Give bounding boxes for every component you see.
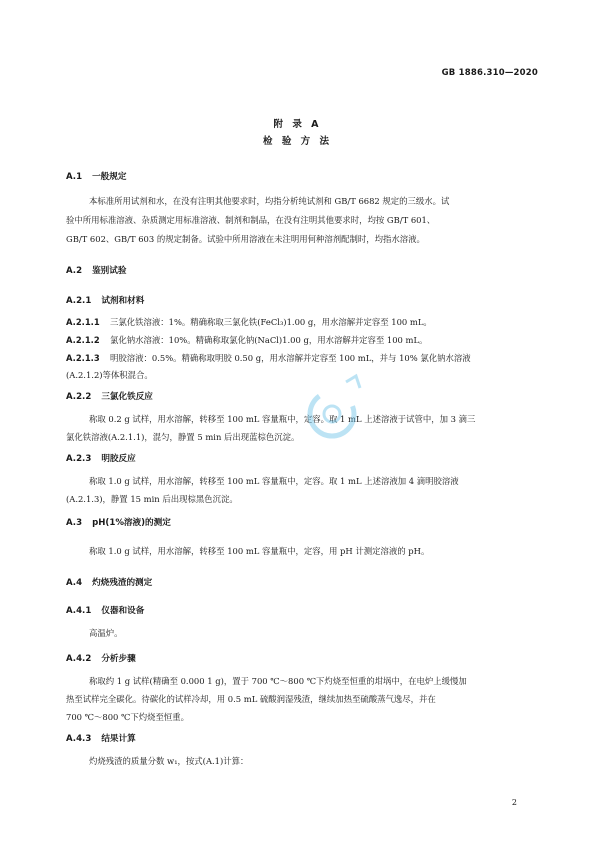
section-heading-a2-2 — [66, 390, 153, 402]
section-number: A.1 — [66, 172, 83, 182]
section-title: 仪器和设备 — [101, 606, 145, 616]
section-number: A.4.1 — [66, 606, 92, 616]
section-number: A.2.1 — [66, 296, 92, 306]
section-title: 分析步骤 — [101, 654, 136, 664]
clause-a2-1-2 — [66, 334, 427, 346]
paragraph-line: 称取 1.0 g 试样，用水溶解，转移至 100 mL 容量瓶中，定容，用 pH 计测定溶液的 pH。 — [89, 546, 430, 556]
clause-text: 氯化钠水溶液：10%。精确称取氯化钠(NaCl)1.00 g，用水溶解并定容至 100 mL。 — [110, 335, 428, 345]
page-number: 2 — [511, 798, 517, 807]
section-title: 鉴别试验 — [92, 266, 127, 276]
annex-label: 附 录 A — [273, 119, 322, 130]
paragraph-line: (A.2.1.3)，静置 15 min 后出现棕黑色沉淀。 — [66, 494, 238, 504]
section-number: A.4.2 — [66, 654, 92, 664]
paragraph-line: 灼烧残渣的质量分数 w₁，按式(A.1)计算： — [89, 756, 249, 766]
paragraph-line: 验中所用标准溶液、杂质测定用标准溶液、制剂和制品，在没有注明其他要求时，均按 GB/T 601、 — [66, 215, 436, 225]
annex-title: 检 验 方 法 — [263, 136, 332, 147]
section-title: 结果计算 — [101, 734, 136, 744]
section-number: A.2 — [66, 266, 83, 276]
section-heading-a3 — [66, 516, 171, 528]
section-heading-a2-1 — [66, 294, 144, 306]
section-heading-a4-2 — [66, 652, 136, 664]
clause-a2-1-3 — [66, 352, 471, 364]
section-title: 一般规定 — [92, 172, 127, 182]
section-heading-a1 — [66, 170, 126, 182]
watermark-logo — [300, 372, 370, 452]
clause-a2-1-1 — [66, 316, 432, 328]
section-heading-a4 — [66, 576, 152, 588]
paragraph-line: 称取约 1 g 试样(精确至 0.000 1 g)，置于 700 ℃～800 ℃下灼烧至恒重的坩埚中，在电炉上缓慢加 — [89, 676, 467, 686]
clause-continuation: (A.2.1.2)等体积混合。 — [66, 370, 153, 380]
section-heading-a2-3 — [66, 452, 136, 464]
section-number: A.4.3 — [66, 734, 92, 744]
standard-number: GB 1886.310—2020 — [441, 68, 538, 78]
clause-number: A.2.1.3 — [66, 353, 100, 363]
section-number: A.2.3 — [66, 454, 92, 464]
section-heading-a4-3 — [66, 732, 136, 744]
paragraph-line: 热至试样完全碳化。待碳化的试样冷却，用 0.5 mL 硫酸润湿残渣，继续加热至硫酸蒸气逸尽，并在 — [66, 694, 436, 704]
paragraph-line: 称取 1.0 g 试样，用水溶解，转移至 100 mL 容量瓶中，定容。取 1 mL 上述溶液加 4 滴明胶溶液 — [89, 476, 459, 486]
section-title: 三氯化铁反应 — [101, 392, 153, 402]
clause-number: A.2.1.2 — [66, 335, 100, 345]
section-number: A.3 — [66, 518, 83, 528]
section-title: 灼烧残渣的测定 — [92, 578, 153, 588]
section-title: pH(1%溶液)的测定 — [92, 518, 171, 528]
section-number: A.4 — [66, 578, 83, 588]
paragraph-line: GB/T 602、GB/T 603 的规定制备。试验中所用溶液在未注明用何种溶剂配制时，均指水溶液。 — [66, 234, 425, 244]
paragraph-line: 本标准所用试剂和水，在没有注明其他要求时，均指分析纯试剂和 GB/T 6682 规定的三级水。试 — [89, 196, 450, 206]
clause-text: 三氯化铁溶液：1%。精确称取三氯化铁(FeCl₃)1.00 g，用水溶解并定容至 100 mL。 — [110, 317, 432, 327]
section-title: 明胶反应 — [101, 454, 136, 464]
paragraph-line: 高温炉。 — [89, 628, 123, 638]
paragraph-line: 称取 0.2 g 试样，用水溶解，转移至 100 mL 容量瓶中，定容。取 1 mL 上述溶液于试管中，加 3 滴三 — [89, 414, 476, 424]
section-heading-a4-1 — [66, 604, 144, 616]
section-number: A.2.2 — [66, 392, 92, 402]
paragraph-line: 700 ℃～800 ℃下灼烧至恒重。 — [66, 712, 190, 722]
clause-text: 明胶溶液：0.5%。精确称取明胶 0.50 g，用水溶解并定容至 100 mL，并与 10% 氯化钠水溶液 — [110, 353, 471, 363]
clause-number: A.2.1.1 — [66, 317, 100, 327]
section-heading-a2 — [66, 264, 126, 276]
paragraph-line: 氯化铁溶液(A.2.1.1)，混匀，静置 5 min 后出现蓝棕色沉淀。 — [66, 432, 300, 442]
section-title: 试剂和材料 — [101, 296, 145, 306]
